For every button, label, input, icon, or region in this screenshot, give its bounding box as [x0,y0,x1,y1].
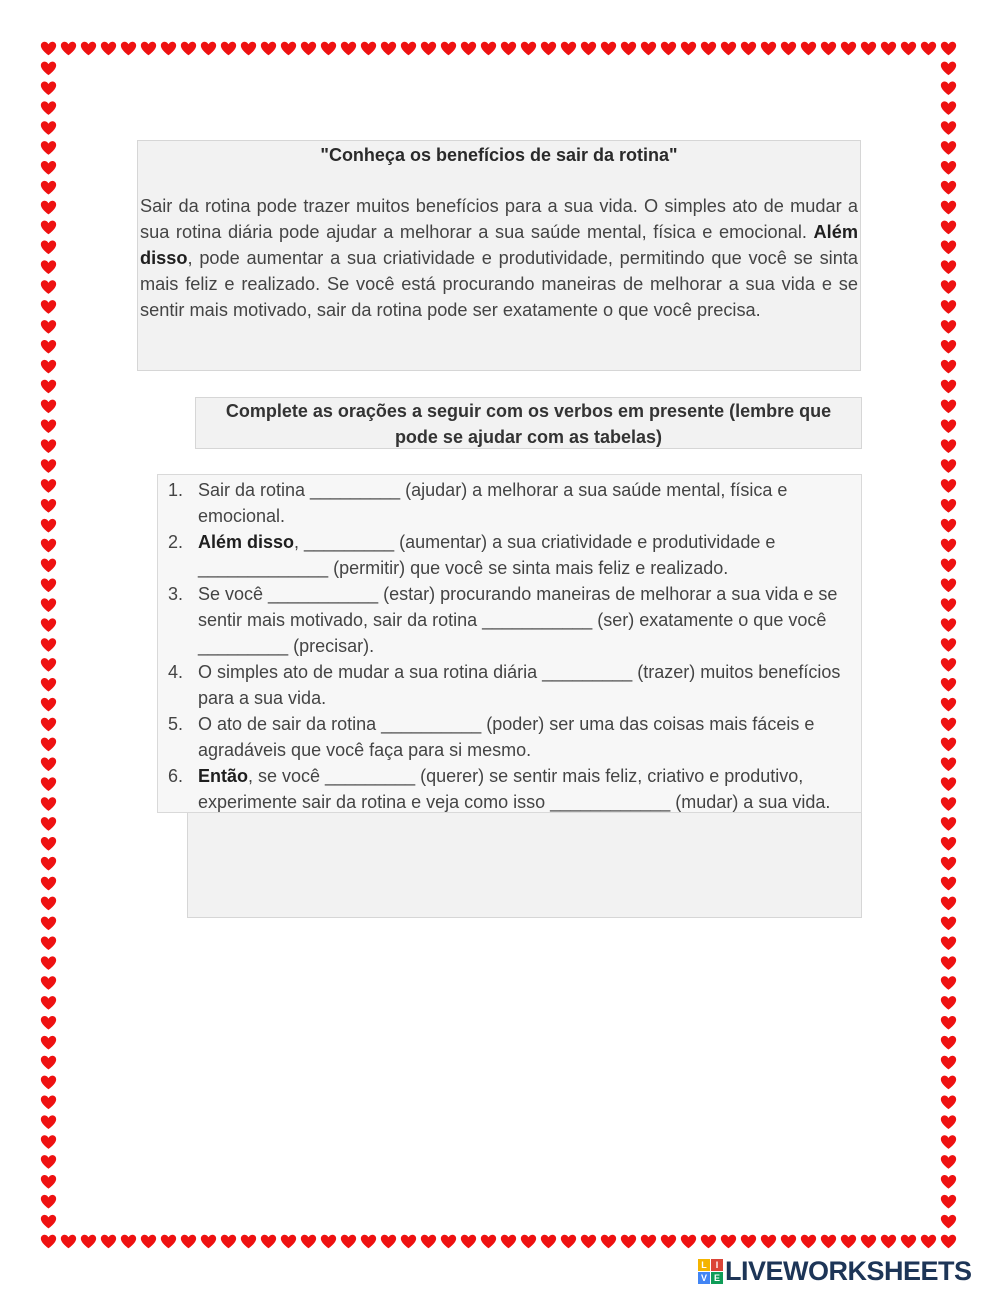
heart-icon [41,718,56,732]
heart-icon [941,42,956,56]
reading-paragraph [140,193,858,323]
heart-icon [941,340,956,354]
heart-icon [941,917,956,931]
heart-icon [41,380,56,394]
heart-icon [41,777,56,791]
heart-icon [621,1235,636,1249]
heart-icon [941,877,956,891]
heart-icon [41,996,56,1010]
heart-icon [941,380,956,394]
heart-icon [941,579,956,593]
heart-icon [101,1235,116,1249]
heart-icon [41,400,56,414]
heart-icon [41,976,56,990]
logo-icon [698,1259,723,1284]
exercise-number: 1. [168,480,184,500]
heart-icon [41,1155,56,1169]
heart-icon [941,1195,956,1209]
heart-icon [481,1235,496,1249]
heart-icon [721,1235,736,1249]
heart-icon [281,1235,296,1249]
logo-block: I [711,1259,723,1271]
heart-icon [941,280,956,294]
heart-icon [941,758,956,772]
heart-icon [821,1235,836,1249]
heart-icon [41,698,56,712]
heart-icon [221,42,236,56]
heart-icon [461,1235,476,1249]
heart-icon [41,499,56,513]
heart-icon [41,917,56,931]
exercise-list [158,477,858,815]
heart-icon [941,81,956,95]
heart-icon [941,1215,956,1229]
heart-icon [41,598,56,612]
heart-icon [321,42,336,56]
heart-icon [41,320,56,334]
heart-icon [941,419,956,433]
heart-icon [41,1215,56,1229]
heart-icon [941,897,956,911]
heart-icon [941,738,956,752]
heart-icon [941,320,956,334]
heart-icon [361,1235,376,1249]
heart-icon [941,459,956,473]
heart-icon [681,1235,696,1249]
exercise-text: O ato de sair da rotina __________ (poder) ser uma das coisas mais fáceis e agradáveis que você faça para si mesmo. [198,714,815,760]
heart-icon [41,280,56,294]
heart-icon [241,1235,256,1249]
heart-icon [141,42,156,56]
heart-icon [601,1235,616,1249]
heart-icon [941,1016,956,1030]
exercise-number: 2. [168,532,184,552]
heart-icon [41,479,56,493]
heart-icon [781,42,796,56]
heart-icon [221,1235,236,1249]
heart-icon [41,81,56,95]
heart-icon [161,1235,176,1249]
heart-icon [901,42,916,56]
heart-icon [41,1175,56,1189]
heart-icon [41,1056,56,1070]
heart-icon [41,260,56,274]
heart-icon [261,1235,276,1249]
heart-icon [941,1036,956,1050]
heart-icon [941,479,956,493]
heart-icon [941,618,956,632]
heart-icon [341,42,356,56]
heart-icon [941,221,956,235]
heart-icon [41,678,56,692]
heart-icon [281,42,296,56]
heart-icon [41,439,56,453]
heart-icon [541,42,556,56]
reading-text-2: , pode aumentar a sua criatividade e produtividade, permitindo que você se sinta mais feliz e realizado. Se você está procurando maneiras de melhorar a sua vida e se sentir mais motivado, sair da rotina pode ser exatamente o que você precisa. [140,248,858,320]
heart-icon [41,141,56,155]
heart-icon [181,42,196,56]
heart-icon [101,42,116,56]
heart-icon [41,1195,56,1209]
exercise-item [158,711,858,763]
logo-block: V [698,1272,710,1284]
heart-icon [41,1135,56,1149]
heart-icon [41,1115,56,1129]
heart-icon [561,42,576,56]
heart-icon [81,42,96,56]
heart-icon [41,758,56,772]
heart-icon [941,1155,956,1169]
heart-icon [941,1235,956,1249]
heart-icon [941,300,956,314]
logo-block: L [698,1259,710,1271]
heart-icon [161,42,176,56]
heart-icon [941,1096,956,1110]
heart-icon [701,1235,716,1249]
heart-icon [481,42,496,56]
heart-icon [761,1235,776,1249]
heart-icon [421,1235,436,1249]
heart-icon [41,221,56,235]
heart-icon [321,1235,336,1249]
logo-text: LIVEWORKSHEETS [725,1255,972,1286]
heart-icon [641,1235,656,1249]
heart-icon [41,42,56,56]
heart-icon [201,1235,216,1249]
heart-icon [941,678,956,692]
heart-icon [861,1235,876,1249]
heart-icon [781,1235,796,1249]
heart-icon [941,241,956,255]
heart-icon [361,42,376,56]
heart-icon [941,62,956,76]
heart-icon [941,161,956,175]
instructions-line-2: pode se ajudar com as tabelas) [394,427,663,447]
heart-icon [461,42,476,56]
heart-icon [941,1056,956,1070]
exercise-item [158,529,858,581]
heart-icon [41,956,56,970]
exercise-item [158,581,858,659]
heart-icon [41,241,56,255]
heart-icon [41,459,56,473]
heart-icon [661,1235,676,1249]
heart-icon [801,42,816,56]
heart-icon [441,42,456,56]
heart-icon [901,1235,916,1249]
heart-icon [941,360,956,374]
heart-icon [661,42,676,56]
heart-icon [701,42,716,56]
heart-icon [381,1235,396,1249]
reading-title: "Conheça os benefícios de sair da rotina" [320,145,678,165]
exercise-box [157,474,862,813]
heart-icon [341,1235,356,1249]
heart-icon [521,1235,536,1249]
heart-icon [621,42,636,56]
exercise-bold: Além disso [198,532,295,552]
heart-icon [881,42,896,56]
heart-icon [41,539,56,553]
heart-icon [801,1235,816,1249]
exercise-text: , se você _________ (querer) se sentir mais feliz, criativo e produtivo, experimente sair da rotina e veja como isso ____________ (mudar) a sua vida. [198,766,831,812]
heart-icon [541,1235,556,1249]
heart-icon [941,121,956,135]
liveworksheets-logo[interactable] [698,1257,972,1285]
heart-icon [41,877,56,891]
reading-text-1: Sair da rotina pode trazer muitos benefícios para a sua vida. O simples ato de mudar a sua rotina diária pode ajudar a melhorar a sua saúde mental, física e emocional. [140,196,858,242]
heart-icon [941,797,956,811]
heart-icon [501,1235,516,1249]
heart-icon [41,817,56,831]
heart-icon [761,42,776,56]
heart-icon [941,1135,956,1149]
heart-icon [401,1235,416,1249]
heart-icon [941,539,956,553]
heart-icon [181,1235,196,1249]
heart-icon [581,42,596,56]
heart-icon [41,857,56,871]
exercise-item [158,477,858,529]
heart-icon [941,698,956,712]
heart-icon [41,340,56,354]
heart-icon [41,658,56,672]
heart-icon [941,857,956,871]
exercise-item [158,763,858,815]
heart-icon [721,42,736,56]
heart-icon [941,638,956,652]
heart-icon [941,519,956,533]
heart-icon [941,1115,956,1129]
heart-icon [301,42,316,56]
heart-icon [41,161,56,175]
heart-icon [401,42,416,56]
heart-icon [941,141,956,155]
heart-icon [941,439,956,453]
exercise-number: 3. [168,584,184,604]
heart-icon [41,121,56,135]
heart-icon [941,598,956,612]
heart-icon [41,738,56,752]
heart-icon [141,1235,156,1249]
heart-icon [941,1076,956,1090]
heart-icon [941,260,956,274]
heart-icon [41,1096,56,1110]
heart-icon [261,42,276,56]
heart-icon [421,42,436,56]
heart-icon [41,360,56,374]
heart-icon [941,559,956,573]
instructions-line-1: Complete as orações a seguir com os verbos em presente (lembre que [225,401,832,421]
exercise-text: , _________ (aumentar) a sua criatividade e produtividade e _____________ (permitir) que você se sinta mais feliz e realizado. [198,532,776,578]
heart-icon [241,42,256,56]
heart-icon [941,181,956,195]
exercise-text: Se você ___________ (estar) procurando maneiras de melhorar a sua vida e se sentir mais motivado, sair da rotina ___________ (ser) exatamente o que você _________ (precisar). [198,584,838,656]
exercise-text: Sair da rotina _________ (ajudar) a melhorar a sua saúde mental, física e emocional. [198,480,788,526]
heart-icon [941,499,956,513]
heart-icon [941,976,956,990]
exercise-bold: Então [198,766,249,786]
heart-icon [41,201,56,215]
heart-icon [941,400,956,414]
heart-icon [861,42,876,56]
heart-icon [941,837,956,851]
heart-icon [41,1016,56,1030]
heart-icon [561,1235,576,1249]
heart-icon [41,897,56,911]
heart-icon [941,936,956,950]
heart-icon [41,1235,56,1249]
exercise-item [158,659,858,711]
heart-icon [41,618,56,632]
heart-icon [201,42,216,56]
reading-box [137,140,861,371]
heart-icon [921,1235,936,1249]
heart-icon [821,42,836,56]
heart-icon [941,718,956,732]
heart-icon [521,42,536,56]
heart-icon [41,300,56,314]
heart-icon [41,519,56,533]
heart-icon [41,62,56,76]
heart-icon [941,996,956,1010]
exercise-number: 6. [168,766,184,786]
heart-icon [841,42,856,56]
heart-icon [941,817,956,831]
heart-icon [381,42,396,56]
heart-icon [941,777,956,791]
heart-icon [641,42,656,56]
heart-icon [501,42,516,56]
exercise-number: 5. [168,714,184,734]
heart-icon [41,419,56,433]
heart-icon [41,638,56,652]
heart-icon [741,42,756,56]
heart-icon [941,101,956,115]
heart-icon [681,42,696,56]
heart-icon [441,1235,456,1249]
heart-icon [841,1235,856,1249]
heart-icon [941,956,956,970]
exercise-text: O simples ato de mudar a sua rotina diária _________ (trazer) muitos benefícios para a sua vida. [198,662,841,708]
heart-icon [41,181,56,195]
heart-icon [61,42,76,56]
heart-icon [81,1235,96,1249]
heart-icon [881,1235,896,1249]
heart-icon [41,101,56,115]
heart-icon [921,42,936,56]
heart-icon [941,201,956,215]
heart-icon [741,1235,756,1249]
exercise-number: 4. [168,662,184,682]
heart-icon [941,658,956,672]
heart-icon [121,1235,136,1249]
heart-icon [601,42,616,56]
heart-icon [41,1036,56,1050]
heart-icon [41,559,56,573]
instructions-box [195,397,862,449]
heart-icon [301,1235,316,1249]
logo-block: E [711,1272,723,1284]
heart-icon [41,797,56,811]
heart-icon [41,936,56,950]
heart-icon [41,579,56,593]
heart-icon [41,837,56,851]
heart-icon [41,1076,56,1090]
heart-icon [121,42,136,56]
reading-bold: Além disso [140,222,858,268]
heart-icon [61,1235,76,1249]
heart-icon [581,1235,596,1249]
heart-icon [941,1175,956,1189]
